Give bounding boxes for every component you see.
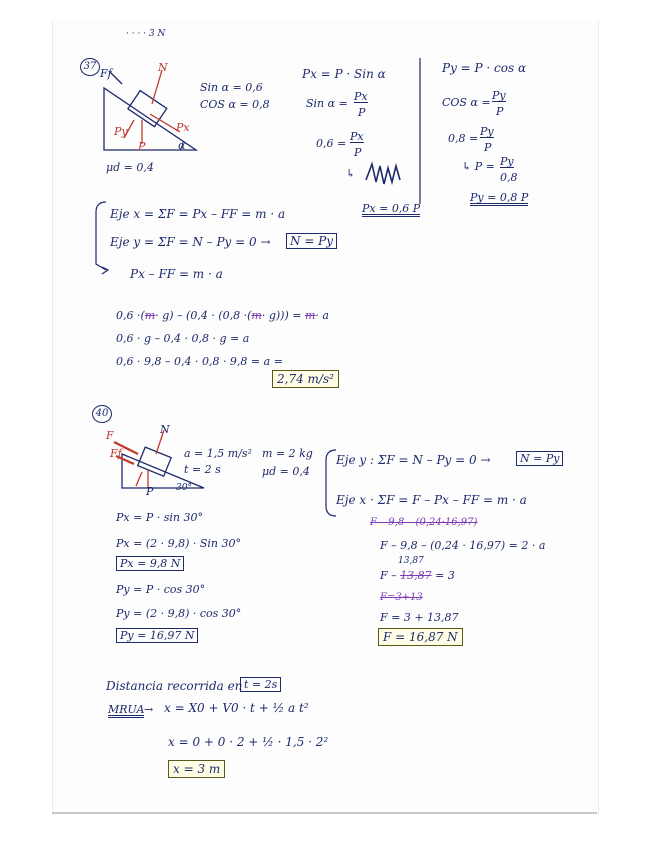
eje-x-eq: Eje x = ΣF = Px – FF = m · a — [110, 207, 286, 221]
px-line-3: Px = 9,8 N — [116, 556, 184, 571]
label-angle: 30° — [176, 483, 192, 493]
work-line-4: 0,6 · 9,8 – 0,4 · 0,8 · 9,8 = a = — [116, 355, 283, 368]
label-ff2: Ff — [110, 447, 122, 460]
label-n2: N — [160, 423, 170, 436]
dist-title: Distancia recorrida en — [106, 679, 243, 693]
mrua-arrow: → — [144, 703, 154, 716]
eje-x-eq-2: Eje x · ΣF = F – Px – FF = m · a — [336, 493, 527, 507]
sin-frac-num: Px — [354, 90, 368, 103]
res-line-3: F = 3 + 13,87 — [380, 611, 459, 624]
res-line-2: F – 13,87 = 3 — [380, 569, 455, 582]
cos-frac-label: COS α = — [442, 96, 491, 109]
eje-y-box: N = Py — [286, 233, 337, 249]
label-py: Py — [114, 125, 128, 138]
eje-y-box-2: N = Py — [516, 451, 563, 466]
label-f2: F — [106, 429, 114, 442]
arrow-p-den: 0,8 — [500, 171, 518, 184]
eje-y-eq-2: Eje y : ΣF = N – Py = 0 → — [336, 453, 491, 467]
sin-frac-label: Sin α = — [306, 97, 348, 110]
zero6-label: 0,6 = — [316, 137, 347, 150]
cos-frac-num: Py — [492, 89, 506, 102]
label-ff: Ff — [100, 67, 112, 80]
scribble-1 — [364, 160, 406, 188]
py-line-3: Py = 16,97 N — [116, 628, 198, 643]
problem-number-2: 40 — [92, 405, 112, 423]
res-line-1: F – 9,8 – (0,24 · 16,97) = 2 · a — [380, 539, 546, 552]
incline-diagram-1 — [100, 60, 210, 160]
top-scrap-text: · · · · 3 N — [126, 29, 166, 39]
px-result: Px = 0,6 P — [362, 202, 421, 215]
zero8-num: Py — [480, 125, 494, 138]
label-p2: P — [146, 485, 154, 498]
label-n: N — [158, 61, 168, 74]
py-line-1: Py = P · cos 30° — [116, 583, 206, 596]
work-line-2: 0,6 ·(m· g) – (0,4 · (0,8 ·(m· g))) = m· a — [116, 309, 329, 322]
sin-frac-den: P — [358, 106, 366, 119]
res-above: 13,87 — [398, 556, 424, 566]
work-line-1: Px – FF = m · a — [130, 267, 223, 281]
eje-y-eq: Eje y = ΣF = N – Py = 0 → — [110, 235, 271, 249]
label-px: Px — [176, 121, 190, 134]
scribble-3: F=3+13 — [380, 592, 423, 603]
work-line-3: 0,6 · g – 0,4 · 0,8 · g = a — [116, 332, 250, 345]
arrow-left: ↳ — [346, 167, 356, 180]
label-alpha: α — [178, 139, 186, 152]
accel-value: a = 1,5 m/s² — [184, 447, 252, 460]
cos-frac-den: P — [496, 105, 504, 118]
mass-value: m = 2 kg — [262, 447, 313, 460]
zero8-den: P — [484, 141, 492, 154]
mrua-formula-1: x = X0 + V0 · t + ½ a t² — [164, 701, 309, 715]
py-line-2: Py = (2 · 9,8) · cos 30° — [116, 607, 242, 620]
mrua-formula-2: x = 0 + 0 · 2 + ½ · 1,5 · 2² — [168, 735, 329, 749]
zero8-label: 0,8 = — [448, 132, 479, 145]
sin-value: Sin α = 0,6 — [200, 81, 263, 94]
zero6-num: Px — [350, 130, 364, 143]
zero6-den: P — [354, 146, 362, 159]
time-value: t = 2 s — [184, 463, 221, 476]
divider-line — [418, 56, 422, 206]
arrow-p: ↳ P = — [462, 160, 495, 173]
answer-distance: x = 3 m — [168, 760, 225, 778]
mrua-label: MRUA — [108, 703, 145, 716]
problem-number: 37 — [80, 58, 100, 76]
cos-value: COS α = 0,8 — [200, 98, 270, 111]
scribble-2: F – 9,8 – (0,24·16,97) — [370, 517, 478, 528]
dist-title-box: t = 2s — [240, 677, 281, 692]
arrow-p-num: Py — [500, 155, 514, 168]
answer-39: 2,74 m/s² — [272, 370, 339, 388]
px-def: Px = P · Sin α — [302, 67, 386, 81]
mu-value-2: μd = 0,4 — [262, 465, 310, 478]
page-edge — [52, 812, 597, 814]
py-def: Py = P · cos α — [442, 61, 527, 75]
px-line-1: Px = P · sin 30° — [116, 511, 203, 524]
mu-value: μd = 0,4 — [106, 161, 154, 174]
label-p: P — [138, 140, 146, 153]
answer-40: F = 16,87 N — [378, 628, 463, 646]
py-result: Py = 0,8 P — [470, 191, 529, 204]
px-line-2: Px = (2 · 9,8) · Sin 30° — [116, 537, 242, 550]
